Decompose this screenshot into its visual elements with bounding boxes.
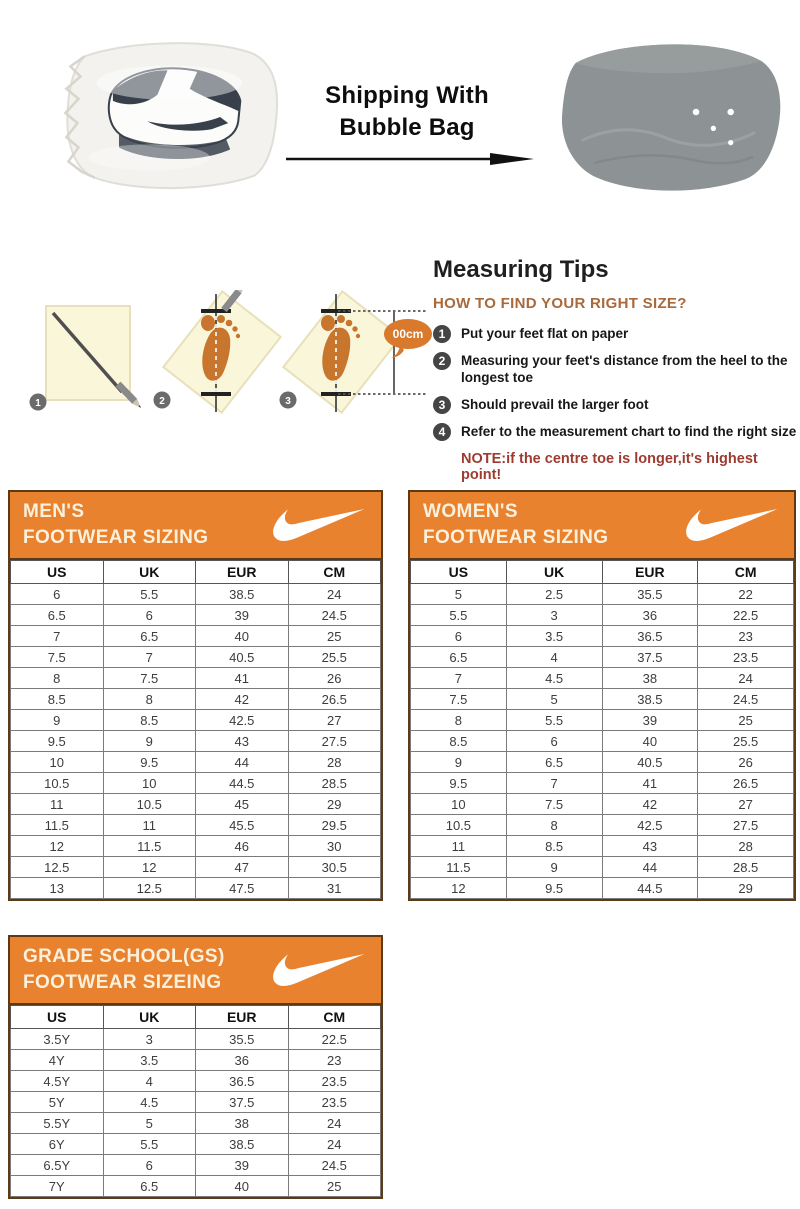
womens-table-title [423,499,608,551]
size-cell: 40.5 [196,647,289,668]
size-row [411,857,794,878]
mens-title-line1: MEN'S [23,501,85,522]
size-cell: 26 [698,752,794,773]
size-cell: 23.5 [288,1071,381,1092]
column-header: UK [103,561,196,584]
size-cell: 23 [288,1050,381,1071]
measuring-step-3 [433,397,799,414]
size-row [11,1050,381,1071]
womens-sizing-table [408,490,796,901]
size-row [11,857,381,878]
size-cell: 25 [288,626,381,647]
size-cell: 42 [196,689,289,710]
mens-sizing-table [8,490,383,901]
size-cell: 27 [698,794,794,815]
foot-tracing-diagram [148,290,290,420]
size-cell: 43 [196,731,289,752]
step-2-text: Measuring your feet's distance from the heel to the longest toe [461,353,788,385]
size-cell: 39 [196,1155,289,1176]
size-cell: 8.5 [11,689,104,710]
size-cell: 38.5 [196,584,289,605]
size-cell: 10 [103,773,196,794]
size-cell: 4.5 [103,1092,196,1113]
step-1-text: Put your feet flat on paper [461,326,629,341]
size-cell: 12.5 [103,878,196,899]
shipping-title-line2: Bubble Bag [339,114,475,141]
size-cell: 10.5 [11,773,104,794]
nike-swoosh-icon [686,509,778,541]
gs-table-body [11,1029,381,1197]
size-cell: 43 [602,836,698,857]
size-row [411,878,794,899]
size-cell: 30 [288,836,381,857]
size-cell: 46 [196,836,289,857]
size-cell: 6.5 [411,647,507,668]
size-row [11,1071,381,1092]
size-cell: 44 [196,752,289,773]
size-cell: 6 [103,605,196,626]
column-header: US [11,561,104,584]
size-cell: 28 [288,752,381,773]
size-cell: 41 [602,773,698,794]
mens-title-line2: FOOTWEAR SIZING [23,527,209,548]
size-row [411,815,794,836]
size-row [11,710,381,731]
size-cell: 3 [103,1029,196,1050]
size-cell: 12 [103,857,196,878]
size-row [411,626,794,647]
size-cell: 7.5 [103,668,196,689]
size-cell: 29 [698,878,794,899]
column-header: CM [288,561,381,584]
size-row [411,794,794,815]
step-4-badge: 4 [433,423,451,441]
size-cell: 3 [506,605,602,626]
size-cell: 44 [602,857,698,878]
size-cell: 7 [11,626,104,647]
size-row [11,1134,381,1155]
size-cell: 40.5 [602,752,698,773]
size-row [11,605,381,626]
size-cell: 22.5 [288,1029,381,1050]
size-cell: 3.5 [103,1050,196,1071]
size-cell: 6 [506,731,602,752]
size-cell: 8 [506,815,602,836]
size-cell: 9 [103,731,196,752]
size-cell: 36.5 [196,1071,289,1092]
size-row [11,1113,381,1134]
size-cell: 29 [288,794,381,815]
size-cell: 10.5 [411,815,507,836]
measuring-tips-panel [433,256,799,483]
size-cell: 11.5 [11,815,104,836]
size-cell: 27.5 [698,815,794,836]
size-cell: 28.5 [698,857,794,878]
size-cell: 40 [196,1176,289,1197]
column-header: EUR [602,561,698,584]
size-row [11,836,381,857]
size-cell: 23 [698,626,794,647]
size-cell: 42 [602,794,698,815]
size-cell: 25.5 [288,647,381,668]
size-row [11,1176,381,1197]
size-cell: 23.5 [288,1092,381,1113]
size-cell: 47 [196,857,289,878]
mens-table-title [23,499,208,551]
size-cell: 7 [103,647,196,668]
size-row [11,773,381,794]
size-cell: 42.5 [196,710,289,731]
size-cell: 45.5 [196,815,289,836]
size-cell: 11 [103,815,196,836]
gray-mailer-bag-photo [545,20,795,204]
size-cell: 9.5 [103,752,196,773]
size-cell: 23.5 [698,647,794,668]
size-cell: 12 [411,878,507,899]
size-cell: 24.5 [288,1155,381,1176]
size-cell: 5 [103,1113,196,1134]
size-row [11,878,381,899]
size-cell: 5 [411,584,507,605]
measuring-step-4 [433,424,799,441]
size-cell: 8 [411,710,507,731]
size-cell: 5.5 [103,1134,196,1155]
size-cell: 25.5 [698,731,794,752]
size-row [411,647,794,668]
size-cell: 30.5 [288,857,381,878]
size-row [411,836,794,857]
size-row [11,647,381,668]
size-cell: 3.5 [506,626,602,647]
size-cell: 9 [11,710,104,731]
measure-bubble [384,319,432,358]
size-cell: 5Y [11,1092,104,1113]
gs-size-grid [10,1005,381,1197]
size-cell: 24.5 [698,689,794,710]
shipping-title-line1: Shipping With [325,82,489,109]
size-cell: 9 [506,857,602,878]
size-cell: 37.5 [196,1092,289,1113]
size-cell: 4.5Y [11,1071,104,1092]
size-cell: 38.5 [602,689,698,710]
size-cell: 4Y [11,1050,104,1071]
foot-measuring-diagram [276,290,434,420]
size-cell: 24 [288,1113,381,1134]
size-cell: 39 [602,710,698,731]
size-cell: 26.5 [698,773,794,794]
measuring-tips-title: Measuring Tips [433,256,609,283]
measuring-note: NOTE:if the centre toe is longer,it's highest point! [461,450,758,483]
womens-size-grid [410,560,794,899]
size-cell: 7.5 [506,794,602,815]
size-row [11,731,381,752]
size-cell: 2.5 [506,584,602,605]
size-cell: 28 [698,836,794,857]
size-cell: 35.5 [196,1029,289,1050]
step-3-badge: 3 [433,396,451,414]
size-cell: 6.5 [506,752,602,773]
womens-table-header [410,492,794,560]
size-cell: 6 [411,626,507,647]
column-header: US [11,1006,104,1029]
size-cell: 12.5 [11,857,104,878]
size-cell: 25 [698,710,794,731]
size-cell: 22.5 [698,605,794,626]
size-cell: 12 [11,836,104,857]
gs-title-line2: FOOTWEAR SIZEING [23,972,222,993]
size-cell: 29.5 [288,815,381,836]
size-row [11,668,381,689]
size-cell: 9 [411,752,507,773]
size-row [11,626,381,647]
size-cell: 24.5 [288,605,381,626]
size-cell: 38.5 [196,1134,289,1155]
plastic-sheen [97,65,243,99]
measuring-tips-subtitle: HOW TO FIND YOUR RIGHT SIZE? [433,295,687,312]
size-cell: 4.5 [506,668,602,689]
column-header: US [411,561,507,584]
size-cell: 36.5 [602,626,698,647]
column-header: UK [506,561,602,584]
size-cell: 5.5 [411,605,507,626]
mens-table-header [10,492,381,560]
step-4-text: Refer to the measurement chart to find the right size [461,423,797,439]
size-cell: 7 [411,668,507,689]
size-cell: 25 [288,1176,381,1197]
gs-table-title [23,944,225,996]
size-cell: 6.5 [103,1176,196,1197]
diagram-badge-3: 3 [285,396,291,407]
size-row [11,689,381,710]
size-cell: 42.5 [602,815,698,836]
shipping-title [278,80,536,144]
measure-bubble-label: 00cm [392,327,424,341]
size-cell: 10 [11,752,104,773]
size-row [411,584,794,605]
size-cell: 35.5 [602,584,698,605]
nike-swoosh-icon [273,509,365,541]
womens-table-body [411,584,794,899]
size-cell: 47.5 [196,878,289,899]
size-cell: 39 [196,605,289,626]
size-cell: 37.5 [602,647,698,668]
size-cell: 8 [103,689,196,710]
size-row [11,794,381,815]
right-arrow-icon [284,148,536,170]
size-row [411,605,794,626]
column-header: CM [288,1006,381,1029]
size-cell: 7 [506,773,602,794]
size-cell: 11 [411,836,507,857]
size-row [411,773,794,794]
size-cell: 24 [698,668,794,689]
size-cell: 5.5 [506,710,602,731]
size-cell: 22 [698,584,794,605]
size-cell: 40 [602,731,698,752]
size-cell: 26 [288,668,381,689]
column-header: CM [698,561,794,584]
nike-swoosh-icon [273,954,365,986]
gs-title-line1: GRADE SCHOOL(GS) [23,946,225,967]
size-row [11,752,381,773]
size-cell: 6 [11,584,104,605]
size-cell: 10.5 [103,794,196,815]
size-cell: 44.5 [602,878,698,899]
size-cell: 31 [288,878,381,899]
womens-title-line1: WOMEN'S [423,501,518,522]
size-cell: 45 [196,794,289,815]
size-cell: 44.5 [196,773,289,794]
size-cell: 8 [11,668,104,689]
step-2-badge: 2 [433,352,451,370]
paper-diagonal-diagram [26,298,146,416]
mens-column-header-row [11,561,381,584]
column-header: EUR [196,561,289,584]
shoe-in-bubble-bag-photo [48,24,286,206]
size-cell: 36 [602,605,698,626]
diagram-badge-2: 2 [159,396,165,407]
size-row [11,1155,381,1176]
column-header: UK [103,1006,196,1029]
mens-table-body [11,584,381,899]
size-cell: 6 [103,1155,196,1176]
size-cell: 5.5Y [11,1113,104,1134]
size-cell: 5.5 [103,584,196,605]
plastic-sheen [89,144,210,170]
size-cell: 6Y [11,1134,104,1155]
measuring-step-1 [433,326,799,343]
size-cell: 4 [103,1071,196,1092]
size-cell: 27.5 [288,731,381,752]
size-row [11,815,381,836]
size-cell: 6.5Y [11,1155,104,1176]
size-row [11,584,381,605]
womens-title-line2: FOOTWEAR SIZING [423,527,609,548]
size-row [11,1092,381,1113]
size-row [411,731,794,752]
size-cell: 5 [506,689,602,710]
size-cell: 6.5 [103,626,196,647]
size-cell: 8.5 [411,731,507,752]
size-row [411,668,794,689]
size-cell: 7.5 [11,647,104,668]
size-row [11,1029,381,1050]
size-cell: 4 [506,647,602,668]
size-cell: 9.5 [11,731,104,752]
diagram-badge-1: 1 [35,398,41,409]
size-row [411,689,794,710]
column-header: EUR [196,1006,289,1029]
size-cell: 8.5 [506,836,602,857]
size-cell: 13 [11,878,104,899]
size-cell: 38 [196,1113,289,1134]
size-row [411,710,794,731]
size-cell: 3.5Y [11,1029,104,1050]
size-cell: 8.5 [103,710,196,731]
mens-size-grid [10,560,381,899]
size-cell: 11.5 [411,857,507,878]
size-cell: 38 [602,668,698,689]
size-cell: 11.5 [103,836,196,857]
size-cell: 6.5 [11,605,104,626]
gs-table-header [10,937,381,1005]
size-cell: 7Y [11,1176,104,1197]
size-cell: 9.5 [506,878,602,899]
size-cell: 10 [411,794,507,815]
size-row [411,752,794,773]
size-cell: 11 [11,794,104,815]
measuring-step-2 [433,353,799,387]
step-1-badge: 1 [433,325,451,343]
size-cell: 41 [196,668,289,689]
size-cell: 28.5 [288,773,381,794]
size-cell: 24 [288,1134,381,1155]
size-cell: 9.5 [411,773,507,794]
step-3-text: Should prevail the larger foot [461,396,649,412]
size-cell: 27 [288,710,381,731]
size-cell: 24 [288,584,381,605]
grade-school-sizing-table [8,935,383,1199]
size-cell: 36 [196,1050,289,1071]
gs-column-header-row [11,1006,381,1029]
womens-column-header-row [411,561,794,584]
size-cell: 40 [196,626,289,647]
size-cell: 7.5 [411,689,507,710]
size-cell: 26.5 [288,689,381,710]
